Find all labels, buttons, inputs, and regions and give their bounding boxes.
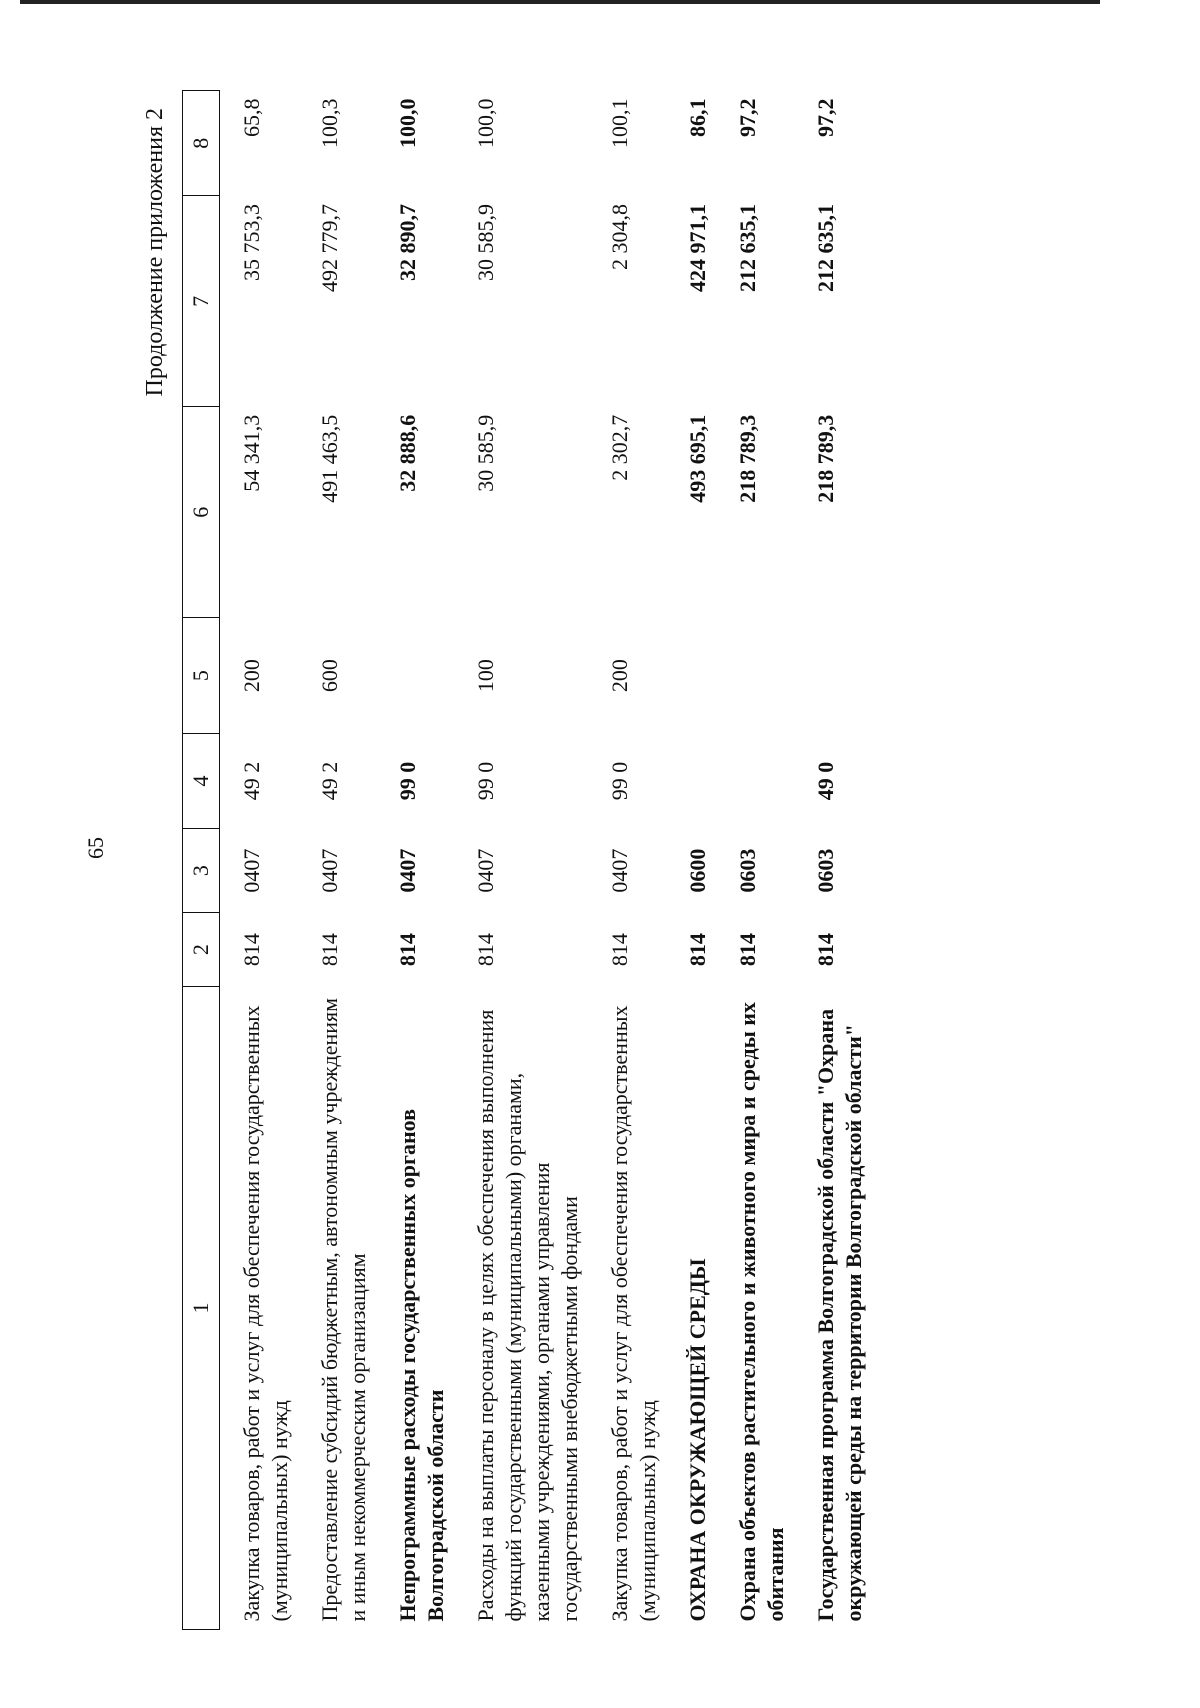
row-value-cell: 99 0 xyxy=(473,761,498,801)
table-row xyxy=(298,91,376,1630)
column-header: 7 xyxy=(183,196,220,407)
row-value-cell: 30 585,9 xyxy=(473,414,498,492)
column-header: 5 xyxy=(183,618,220,734)
column-header: 1 xyxy=(183,987,220,1630)
row-value-cell xyxy=(666,734,716,829)
column-header: 3 xyxy=(183,828,220,912)
row-value-cell: 49 2 xyxy=(239,761,264,801)
row-value-cell: 0407 xyxy=(317,848,342,893)
row-value-cell: 212 635,1 xyxy=(813,203,838,292)
row-value-cell: 0600 xyxy=(685,848,710,893)
row-value-cell: 32 888,6 xyxy=(395,414,420,492)
continuation-label: Продолжение приложения 2 xyxy=(142,108,168,397)
row-value-cell: 218 789,3 xyxy=(735,414,760,503)
row-value-cell: 814 xyxy=(735,933,760,967)
row-value-cell: 814 xyxy=(317,933,342,967)
row-value-cell: 0407 xyxy=(473,848,498,893)
row-value-cell: 0407 xyxy=(607,848,632,893)
row-name-cell: Охрана объектов растительного и животного мира и среды их обитания xyxy=(735,1002,788,1622)
page-number: 65 xyxy=(83,837,108,859)
row-value-cell: 492 779,7 xyxy=(317,203,342,292)
column-header: 8 xyxy=(183,91,220,196)
table-row xyxy=(716,91,794,1630)
row-value-cell: 49 0 xyxy=(813,761,838,801)
row-value-cell: 32 890,7 xyxy=(395,203,420,281)
row-value-cell: 65,8 xyxy=(239,98,264,137)
row-value-cell: 600 xyxy=(317,659,342,693)
row-name-cell: Расходы на выплаты персоналу в целях обеспечения выполнения функций государственными (муниципальными) органами, казенными учреждениями, органами управления государственными внебюджетными фондами xyxy=(473,1009,582,1622)
row-value-cell: 493 695,1 xyxy=(685,414,710,503)
row-value-cell: 54 341,3 xyxy=(239,414,264,492)
row-value-cell: 200 xyxy=(607,659,632,693)
row-value-cell: 200 xyxy=(239,659,264,693)
table-body xyxy=(220,91,873,1630)
row-value-cell xyxy=(716,734,794,829)
row-value-cell: 97,2 xyxy=(735,98,760,137)
row-name-cell: Закупка товаров, работ и услуг для обеспечения государственных (муниципальных) нужд xyxy=(607,1005,660,1622)
row-value-cell: 814 xyxy=(473,933,498,967)
row-value-cell: 0603 xyxy=(735,848,760,893)
row-value-cell: 35 753,3 xyxy=(239,203,264,281)
column-header: 2 xyxy=(183,913,220,987)
row-value-cell: 100 xyxy=(473,659,498,693)
column-header: 6 xyxy=(183,407,220,618)
appendix-table xyxy=(182,90,872,1630)
row-value-cell: 814 xyxy=(813,933,838,967)
column-header: 4 xyxy=(183,734,220,829)
row-value-cell xyxy=(716,618,794,734)
row-name-cell: Государственная программа Волгоградской области "Охрана окружающей среды на территории Волгоградской области" xyxy=(813,1008,866,1622)
row-value-cell: 814 xyxy=(239,933,264,967)
row-value-cell: 212 635,1 xyxy=(735,203,760,292)
row-name-cell: ОХРАНА ОКРУЖАЮЩЕЙ СРЕДЫ xyxy=(685,1258,710,1622)
row-value-cell xyxy=(376,618,454,734)
row-value-cell: 0407 xyxy=(395,848,420,893)
row-name-cell: Закупка товаров, работ и услуг для обеспечения государственных (муниципальных) нужд xyxy=(239,1005,292,1622)
row-value-cell: 86,1 xyxy=(685,98,710,137)
row-value-cell: 814 xyxy=(685,933,710,967)
row-value-cell: 100,0 xyxy=(473,98,498,148)
row-value-cell: 0603 xyxy=(813,848,838,893)
table-row xyxy=(376,91,454,1630)
table-row xyxy=(794,91,872,1630)
row-value-cell: 99 0 xyxy=(395,761,420,801)
row-value-cell: 100,1 xyxy=(607,98,632,148)
row-name-cell: Предоставление субсидий бюджетным, автономным учреждениям и иным некоммерческим организациям xyxy=(317,997,370,1622)
row-name-cell: Непрограммные расходы государственных органов Волгоградской области xyxy=(395,1108,448,1622)
row-value-cell: 100,3 xyxy=(317,98,342,148)
row-value-cell: 30 585,9 xyxy=(473,203,498,281)
row-value-cell: 218 789,3 xyxy=(813,414,838,503)
row-value-cell: 491 463,5 xyxy=(317,414,342,503)
row-value-cell: 424 971,1 xyxy=(685,203,710,292)
row-value-cell: 2 304,8 xyxy=(607,203,632,270)
row-value-cell: 0407 xyxy=(239,848,264,893)
row-value-cell: 97,2 xyxy=(813,98,838,137)
row-value-cell: 814 xyxy=(607,933,632,967)
row-value-cell: 814 xyxy=(395,933,420,967)
row-value-cell: 49 2 xyxy=(317,761,342,801)
row-value-cell: 100,0 xyxy=(395,98,420,148)
table-header-row xyxy=(183,91,220,1630)
top-scan-edge xyxy=(20,0,1100,4)
row-value-cell xyxy=(794,618,872,734)
row-value-cell xyxy=(666,618,716,734)
rotated-page xyxy=(142,90,1032,1630)
table-row xyxy=(220,91,299,1630)
row-value-cell: 2 302,7 xyxy=(607,414,632,481)
table-row xyxy=(666,91,716,1630)
table-row xyxy=(588,91,666,1630)
table-row xyxy=(454,91,588,1630)
row-value-cell: 99 0 xyxy=(607,761,632,801)
